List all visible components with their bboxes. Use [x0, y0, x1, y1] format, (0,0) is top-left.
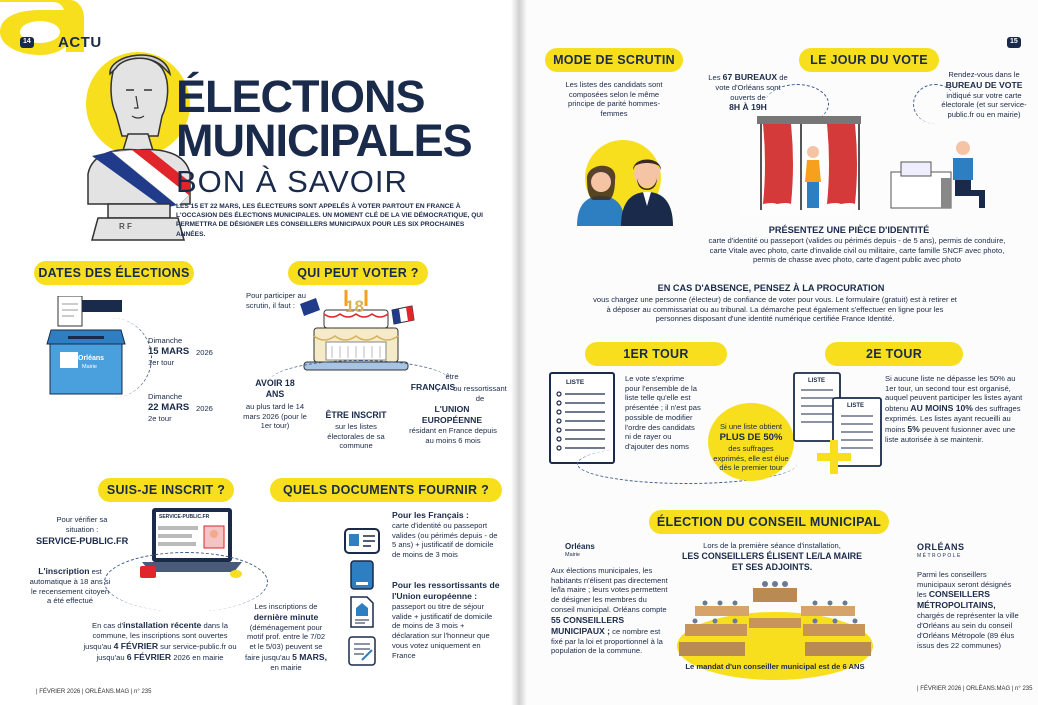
- documents-heading: QUELS DOCUMENTS FOURNIR ?: [270, 478, 502, 502]
- council-logo-left-sub: Mairie: [565, 552, 580, 558]
- council-heading: ÉLECTION DU CONSEIL MUNICIPAL: [649, 510, 889, 534]
- docs-eu: [392, 580, 500, 660]
- proxy-text: vous chargez une personne (électeur) de confiance de voter pour vous. Le formulaire (gratuit) est à retirer et à déposer au commissariat ou au tribunal. La démarche peut également s'effectuer en ligne pour les personnes disposant d'une identité numérique certifiée France Identité.: [593, 295, 957, 324]
- left-folio: | FÉVRIER 2026 | ORLÉANS.MAG | n° 235: [36, 689, 152, 695]
- go-title: BUREAU DE VOTE: [945, 79, 1023, 90]
- id-text: carte d'identité ou passeport (valides ou périmés depuis - de 5 ans), permis de conduire, carte Vitale avec photo, carte d'invalide civil ou militaire, carte famille SNCF avec photo, permis de chasse avec photo, carte d'agent public avec photo: [708, 236, 1006, 265]
- dates-connector: [112, 318, 152, 398]
- candidates-illustration: [563, 134, 683, 226]
- passport-icon: [350, 560, 374, 590]
- page-number: 14: [20, 37, 34, 48]
- recent-title: installation récente: [123, 620, 202, 630]
- voting-booth-illustration: [741, 116, 997, 216]
- round2-min-title: AU MOINS 10%: [910, 403, 973, 414]
- council-right-end: chargés de représenter la ville d'Orléans au sein du conseil d'Orléans Métropole (89 élus issus des 22 communes): [917, 611, 1019, 650]
- late-date: 5 MARS,: [292, 651, 327, 662]
- ballot1-label: LISTE: [566, 379, 585, 386]
- nationality-title: FRANÇAIS: [410, 382, 456, 392]
- declaration-icon: [348, 636, 376, 666]
- vote-day-heading: LE JOUR DU VOTE: [799, 48, 939, 72]
- council-left-end: ce nombre est fixé par la loi et proportionnel à la population de la commune.: [551, 626, 663, 656]
- council-logo-right-sub: MÉTROPOLE: [917, 553, 962, 559]
- council-left-count: 55 CONSEILLERS MUNICIPAUX ;: [551, 614, 625, 636]
- id-card-icon: [344, 528, 380, 554]
- docs-fr: [392, 510, 498, 560]
- council-left-text: Aux élections municipales, les habitants n'élisent pas directement le/la maire ; leurs votes permettent de désigner les membres du conseil municipal. Orléans compte: [551, 566, 668, 614]
- main-title-line2: MUNICIPALES: [176, 115, 472, 166]
- round2-merge-title: 5%: [907, 423, 920, 434]
- auto-registration: [28, 566, 112, 606]
- nationality-eu: L'UNION EUROPÉENNE: [421, 404, 483, 425]
- recent-mid: sur service-public.fr ou jusqu'au: [96, 641, 237, 662]
- date1-day: Dimanche: [148, 336, 183, 345]
- round2-text: Si aucune liste ne dépasse les 50% au 1er tour, un second tour est organisé, auquel peuvent participer les listes ayant obtenu: [885, 374, 1023, 414]
- auto-title: L'inscription: [38, 566, 90, 576]
- late-text: (déménagement pour motif prof. entre le 7/02 et le 5/03) peuvent se faire jusqu'au: [245, 622, 326, 662]
- mandate-text: Le mandat d'un conseiller municipal est de 6 ANS: [685, 662, 865, 671]
- cake-number: 18: [345, 297, 364, 316]
- date2-round: 2e tour: [148, 414, 172, 423]
- docs-eu-title: Pour les ressortissants de l'Union européenne :: [392, 580, 500, 601]
- council-center-pre: Lors de la première séance d'installation,: [703, 541, 841, 550]
- date1-date: 15 MARS: [148, 346, 190, 357]
- council-logo-left: Orléans: [565, 542, 595, 551]
- bureaux-pre: Les: [708, 73, 721, 82]
- date2-year: 2026: [196, 404, 213, 413]
- bureaux-text: de vote d'Orléans sont ouverts de: [715, 73, 788, 102]
- laptop-screen-label: SERVICE-PUBLIC.FR: [159, 514, 210, 520]
- age-title: AVOIR 18 ANS: [255, 378, 295, 400]
- intro-text: LES 15 ET 22 MARS, LES ÉLECTEURS SONT APPELÉS À VOTER PARTOUT EN FRANCE À L'OCCASION DES ÉLECTIONS MUNICIPALES. UN MOMENT CLÉ DE LA VIE DÉMOCRATIQUE, QUI PERMETTRA DE DÉSIGNER LES CONSEILLERS MUNICIPAUX POUR LES SIX PROCHAINES ANNÉES.: [176, 203, 483, 238]
- ballot-box-sub: Mairie: [82, 364, 97, 370]
- dates-heading: DATES DES ÉLECTIONS: [34, 261, 194, 285]
- council-center: [677, 541, 867, 573]
- nationality-text: résidant en France depuis au moins 6 mois: [409, 426, 497, 445]
- council-logo-right: ORLÉANS: [917, 542, 965, 552]
- date2-date: 22 MARS: [148, 402, 190, 413]
- plus-icon: [817, 440, 851, 474]
- ballot-box-brand: Orléans: [78, 355, 105, 362]
- mode-heading: MODE DE SCRUTIN: [545, 48, 683, 72]
- bust-label: R F: [119, 222, 132, 231]
- council-center-title: LES CONSEILLERS ÉLISENT LE/LA MAIRE ET SES ADJOINTS.: [681, 550, 863, 572]
- recent-end: 2026 en mairie: [173, 652, 224, 662]
- registered-text: sur les listes électorales de sa commune: [327, 422, 385, 451]
- main-subtitle: BON À SAVOIR: [176, 164, 408, 199]
- right-page-number: 15: [1007, 37, 1021, 48]
- round2-min-text: des suffrages exprimés. Les listes ayant recueilli au moins: [885, 404, 1021, 434]
- round1-text: Le vote s'exprime pour l'ensemble de la liste telle qu'elle est présentée ; il n'est pas possible de modifier l'ordre des candidats ni de rayer ou d'ajouter des noms: [625, 374, 701, 452]
- docs-eu-text: passeport ou titre de séjour valide + justificatif de domicile de moins de 3 mois + déclaration sur l'honneur que vous votez uniquement en France: [392, 602, 493, 660]
- docs-fr-text: carte d'identité ou passeport valides (ou périmés depuis - de 5 ans) + justificatif de domicile de moins de 3 mois: [392, 521, 498, 560]
- go-text: Rendez-vous dans le: [948, 70, 1020, 79]
- nationality-mid: ou ressortissant de: [453, 384, 507, 403]
- registered-heading: SUIS-JE INSCRIT ?: [98, 478, 234, 502]
- date1-round: 1er tour: [148, 358, 175, 367]
- right-folio: | FÉVRIER 2026 | ORLÉANS.MAG | n° 235: [917, 686, 1033, 692]
- right-page: [519, 0, 1038, 705]
- section-label: ACTU: [58, 34, 102, 51]
- recent-text: dans la commune, les inscriptions sont ouvertes jusqu'au: [83, 621, 228, 651]
- id-title: PRÉSENTEZ UNE PIÈCE D'IDENTITÉ: [768, 225, 930, 235]
- main-title-line1: ÉLECTIONS: [176, 71, 425, 122]
- check-intro: Pour vérifier sa situation :: [56, 515, 108, 534]
- late-pre: Les inscriptions de: [254, 602, 318, 611]
- nationality-pre: être: [445, 372, 459, 381]
- majority-bubble-text: [711, 422, 791, 473]
- recent-pre: En cas d': [92, 621, 124, 630]
- bubble-pre: Si une liste obtient: [719, 422, 783, 431]
- bubble-title: PLUS DE 50%: [719, 431, 783, 443]
- council-left: [551, 566, 671, 656]
- voters-heading: QUI PEUT VOTER ?: [288, 261, 428, 285]
- docs-fr-title: Pour les Français :: [392, 510, 469, 520]
- voters-intro: Pour participer au scrutin, il faut :: [246, 291, 306, 310]
- round2-merge-text: peuvent fusionner avec une liste autorisée à se maintenir.: [885, 424, 1016, 444]
- auto-text: est automatique à 18 ans si le recensement citoyen a été effectué: [29, 567, 111, 606]
- round2-block: [885, 374, 1025, 445]
- recent-date2: 6 FÉVRIER: [126, 651, 172, 662]
- council-right-text: Parmi les conseillers municipaux seront désignés les: [917, 570, 1012, 600]
- date1-year: 2026: [196, 348, 213, 357]
- date2-day: Dimanche: [148, 392, 183, 401]
- round1-heading: [585, 342, 727, 366]
- round1-heading-label: 1ER TOUR: [623, 347, 689, 361]
- proxy-title: EN CAS D'ABSENCE, PENSEZ À LA PROCURATION: [657, 283, 885, 293]
- late-end: en mairie: [270, 662, 302, 672]
- service-public-link[interactable]: SERVICE-PUBLIC.FR: [36, 536, 129, 546]
- late-title: dernière minute: [253, 611, 319, 622]
- ballot2b-label: LISTE: [847, 403, 865, 409]
- round2-heading: [825, 342, 963, 366]
- recent-date1: 4 FÉVRIER: [113, 640, 159, 651]
- go-end: indiqué sur votre carte électorale (et sur service-public.fr ou en mairie): [941, 90, 1027, 120]
- mode-text: Les listes des candidats sont composées selon le même principe de parité hommes-femmes: [565, 80, 663, 119]
- registered-title: ÊTRE INSCRIT: [325, 410, 387, 420]
- bureaux-title: 67 BUREAUX: [722, 72, 778, 82]
- bubble-text: des suffrages exprimés, elle est élue dès le premier tour: [713, 443, 789, 473]
- document-icon: [349, 596, 375, 628]
- age-text: au plus tard le 14 mars 2026 (pour le 1er tour): [243, 402, 307, 431]
- bureaux-hours: 8H À 19H: [729, 102, 767, 113]
- council-right-title: CONSEILLERS MÉTROPOLITAINS,: [917, 589, 996, 611]
- last-minute: [244, 602, 328, 673]
- council-right: [917, 570, 1021, 650]
- ballot2a-label: LISTE: [808, 378, 826, 384]
- recent-install: [82, 620, 238, 663]
- round2-heading-label: 2E TOUR: [865, 347, 923, 361]
